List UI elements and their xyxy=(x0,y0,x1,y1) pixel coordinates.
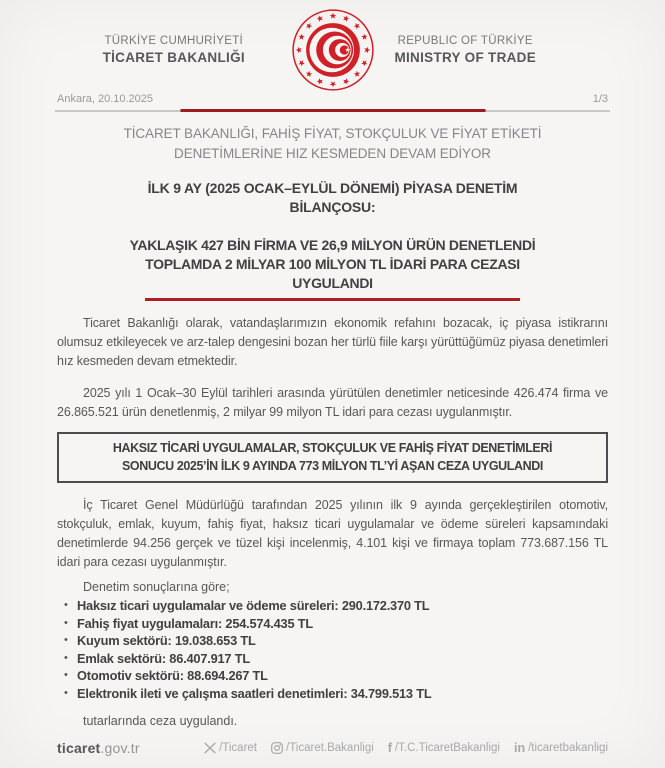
list-item xyxy=(57,685,608,703)
meta-row xyxy=(57,93,608,105)
paragraph-3: İç Ticaret Genel Müdürlüğü tarafından 2025 yılının ilk 9 ayında gerçekleştirilen otomotiv, stokçuluk, emlak, kuyum, fahiş fiyat, haksız ticari uygulamalar ve ödeme süreleri kapsamındaki denetimlerde 94.256 gerçek ve tüzel kişi incelenmiş, 4.101 kişi ve firmaya toplam 773.687.156 TL idari para cezası uygulanmıştır. xyxy=(57,498,608,569)
ministry-name-english xyxy=(349,34,583,66)
list-item-text: Otomotiv sektörü: 88.694.267 TL xyxy=(77,668,268,683)
social-x xyxy=(204,742,257,754)
social-instagram-handle: /Ticaret.Bakanligi xyxy=(286,742,374,754)
subtitle-period-line: İLK 9 AY (2025 OCAK–EYLÜL DÖNEMİ) PİYASA DENETİM xyxy=(147,180,518,196)
closing-line: tutarlarında ceza uygulandı. xyxy=(83,714,238,728)
bullet-icon: • xyxy=(64,634,68,646)
highlight-box xyxy=(57,432,608,483)
social-linkedin xyxy=(514,742,608,755)
social-handles xyxy=(204,742,608,755)
social-instagram xyxy=(271,742,374,754)
website-url-bold: ticaret xyxy=(57,740,101,756)
list-item xyxy=(57,667,608,685)
list-item-text: Haksız ticari uygulamalar ve ödeme süreleri: 290.172.370 TL xyxy=(77,598,430,613)
x-icon xyxy=(204,742,216,754)
linkedin-icon: in xyxy=(513,740,526,755)
document-header xyxy=(57,8,608,92)
bullet-icon: • xyxy=(64,651,68,664)
paragraph-1: Ticaret Bakanlığı olarak, vatandaşlarımızın ekonomik refahını bozacak, iç piyasa istikrarını olumsuz etkileyecek ve arz-talep dengesini bozan her türlü fiile karşı yürüttüğümüz piyasa denetimleri hız kesmeden devam etmektedir. xyxy=(57,316,608,368)
social-facebook xyxy=(388,742,500,755)
subtitle-totals-line: YAKLAŞIK 427 BİN FİRMA VE 26,9 MİLYON ÜRÜN DENETLENDİ xyxy=(129,237,536,253)
list-item xyxy=(57,632,608,650)
paragraph-2: 2025 yılı 1 Ocak–30 Eylül tarihleri arasında yürütülen denetimler neticesinde 426.474 firma ve 26.865.521 ürün denetlenmiş, 2 milyar 99 milyon TL idari para cezası uygulanmıştır. xyxy=(57,386,608,419)
highlight-box-line: SONUCU 2025’İN İLK 9 AYINDA 773 MİLYON TL’Yİ AŞAN CEZA UYGULANDI xyxy=(121,458,543,473)
social-linkedin-handle: /ticaretbakanligi xyxy=(528,742,608,754)
social-facebook-handle: /T.C.TicaretBakanligi xyxy=(394,742,500,754)
subtitle-totals-line: UYGULANDI xyxy=(292,275,373,291)
bullet-icon: • xyxy=(64,686,68,699)
list-item xyxy=(57,597,608,615)
subtitle-period xyxy=(57,179,608,217)
release-title-line: DENETİMLERİNE HIZ KESMEDEN DEVAM EDİYOR xyxy=(174,146,491,161)
dateline: Ankara, 20.10.2025 xyxy=(57,93,154,105)
document-footer xyxy=(57,740,608,756)
page-number: 1/3 xyxy=(592,93,608,105)
subtitle-totals xyxy=(57,236,608,293)
list-item-text: Kuyum sektörü: 19.038.653 TL xyxy=(77,633,256,648)
social-x-handle: /Ticaret xyxy=(219,742,257,754)
title-underline xyxy=(145,298,520,301)
website-url xyxy=(57,740,140,756)
ministry-name-turkish xyxy=(57,34,291,66)
list-item xyxy=(57,650,608,668)
release-title xyxy=(57,124,608,164)
bullet-icon: • xyxy=(64,599,68,611)
facebook-icon: f xyxy=(387,740,392,755)
list-item-text: Fahiş fiyat uygulamaları: 254.574.435 TL xyxy=(77,615,313,631)
list-item-text: Elektronik ileti ve çalışma saatleri denetimleri: 34.799.513 TL xyxy=(77,685,432,701)
org-line-en-1: REPUBLIC OF TÜRKİYE xyxy=(397,34,533,47)
highlight-box-line: HAKSIZ TİCARİ UYGULAMALAR, STOKÇULUK VE FAHİŞ FİYAT DENETİMLERİ xyxy=(112,441,553,455)
penalty-results-list xyxy=(57,597,608,702)
bullet-icon: • xyxy=(64,616,68,629)
release-title-line: TİCARET BAKANLIĞI, FAHİŞ FİYAT, STOKÇULUK VE FİYAT ETİKETİ xyxy=(123,126,542,141)
subtitle-totals-line: TOPLAMDA 2 MİLYAR 100 MİLYON TL İDARİ PARA CEZASI xyxy=(145,256,520,272)
org-line-en-2: MINISTRY OF TRADE xyxy=(394,49,537,65)
org-line-tr-2: TİCARET BAKANLIĞI xyxy=(102,49,245,65)
org-line-tr-1: TÜRKİYE CUMHURİYETİ xyxy=(104,34,244,47)
website-url-rest: .gov.tr xyxy=(100,740,140,756)
subtitle-period-line: BİLANÇOSU: xyxy=(289,199,376,215)
bullet-icon: • xyxy=(64,669,68,681)
instagram-icon xyxy=(271,742,283,754)
header-divider xyxy=(57,109,608,112)
list-item-text: Emlak sektörü: 86.407.917 TL xyxy=(77,650,250,666)
list-intro: Denetim sonuçlarına göre; xyxy=(83,580,230,594)
divider-red-line xyxy=(180,109,485,112)
list-item xyxy=(57,615,608,633)
